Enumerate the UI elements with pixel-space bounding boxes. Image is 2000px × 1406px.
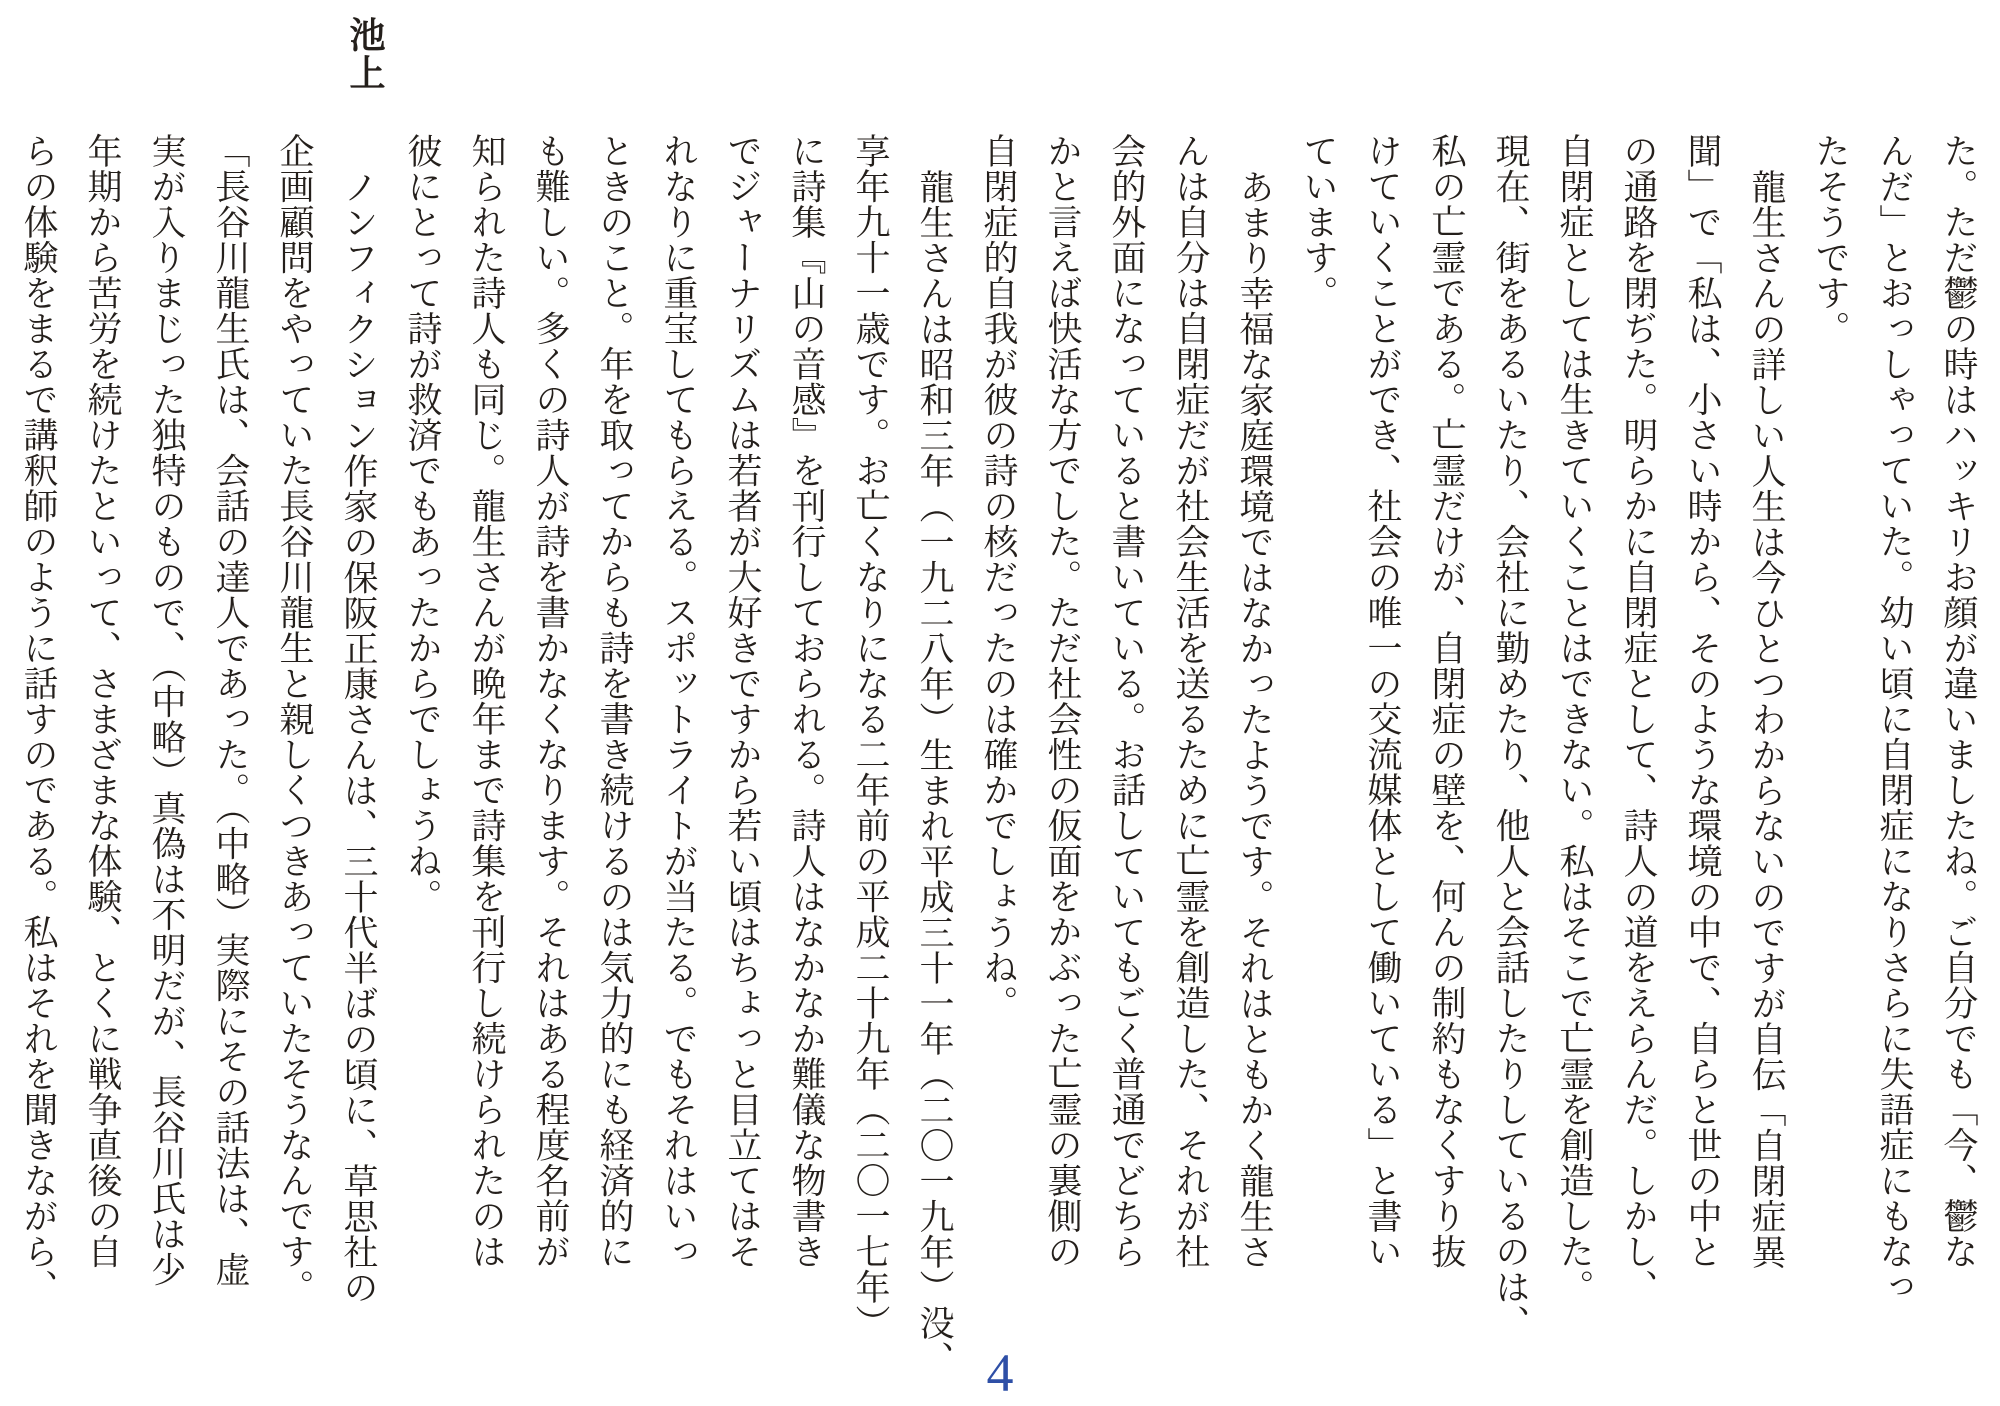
text-column-24: 知られた詩人も同じ。龍生さんが晩年まで詩集を刊行し続けられたのは [467,133,506,1269]
text-column-26: ノンフィクション作家の保阪正康さんは、三十代半ばの頃に、草思社の [339,169,378,1305]
text-column-20: でジャーナリズムは若者が大好きですから若い頃はちょっと目立てはそ [723,133,762,1269]
text-column-16: 自閉症的自我が彼の詩の核だったのは確かでしょうね。 [979,133,1018,1021]
text-column-12: あまり幸福な家庭環境ではなかったようです。それはともかく龍生さ [1235,169,1274,1270]
text-column-17: 龍生さんは昭和三年（一九二八年）生まれ平成三十一年（二〇一九年）没、 [915,169,954,1376]
text-column-15: かと言えば快活な方でした。ただ社会性の仮面をかぶった亡霊の裏側の [1043,133,1082,1269]
text-column-13: んは自分は自閉症だが社会生活を送るために亡霊を創造した、それが社 [1171,133,1210,1269]
text-column-6: の通路を閉ぢた。明らかに自閉症として、詩人の道をえらんだ。しかし、 [1619,133,1658,1305]
text-column-7: 自閉症としては生きていくことはできない。私はそこで亡霊を創造した。 [1555,133,1594,1305]
text-column-29: 実が入りまじった独特のもので、（中略）真偽は不明だが、長谷川氏は少 [147,133,186,1287]
speaker-label: 池上 [345,16,385,92]
text-column-4: 龍生さんの詳しい人生は今ひとつわからないのですが自伝「自閉症異 [1747,169,1786,1270]
text-column-3: たそうです。 [1811,133,1850,346]
text-column-28: 「長谷川龍生氏は、会話の達人であった。（中略）実際にその話法は、虚 [211,133,250,1287]
text-column-25: 彼にとって詩が救済でもあったからでしょうね。 [403,133,442,914]
text-column-11: ています。 [1299,133,1338,311]
text-column-8: 現在、街をあるいたり、会社に勤めたり、他人と会話したりしているのは、 [1491,133,1530,1340]
text-column-27: 企画顧問をやっていた長谷川龍生と親しくつきあっていたそうなんです。 [275,133,314,1305]
text-column-1: た。ただ鬱の時はハッキリお顔が違いましたね。ご自分でも「今、鬱な [1939,133,1978,1269]
text-column-9: 私の亡霊である。亡霊だけが、自閉症の壁を、何んの制約もなくすり抜 [1427,133,1466,1269]
text-column-23: も難しい。多くの詩人が詩を書かなくなります。それはある程度名前が [531,133,570,1269]
text-column-22: ときのこと。年を取ってからも詩を書き続けるのは気力的にも経済的に [595,133,634,1269]
page-number: 4 [986,1343,1014,1403]
text-column-30: 年期から苦労を続けたといって、さまざまな体験、とくに戦争直後の自 [83,133,122,1269]
text-column-31: らの体験をまるで講釈師のように話すのである。私はそれを聞きながら、 [19,133,58,1305]
text-column-2: んだ」とおっしゃっていた。幼い頃に自閉症になりさらに失語症にもなっ [1875,133,1914,1305]
text-column-10: けていくことができ、社会の唯一の交流媒体として働いている」と書い [1363,133,1402,1269]
text-column-19: に詩集『山の音感』を刊行しておられる。詩人はなかなか難儀な物書き [787,133,826,1269]
text-column-5: 聞」で「私は、小さい時から、そのような環境の中で、自らと世の中と [1683,133,1722,1269]
text-column-18: 享年九十一歳です。お亡くなりになる二年前の平成二十九年（二〇一七年） [851,133,890,1340]
text-column-14: 会的外面になっていると書いている。お話していてもごく普通でどちら [1107,133,1146,1269]
text-column-21: れなりに重宝してもらえる。スポットライトが当たる。でもそれはいっ [659,133,698,1269]
article-text-block [6,133,1990,1376]
